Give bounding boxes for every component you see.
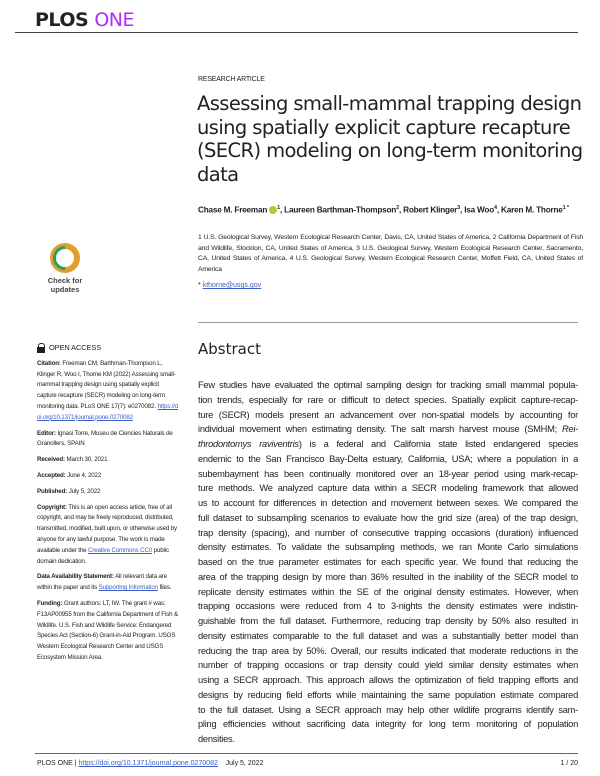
- abstract-line: [198, 378, 578, 393]
- abstract-text: replicate density estimates within the SE of the original density estimates. However, when: [198, 586, 578, 597]
- received-date: March 30, 2021: [66, 456, 108, 464]
- logo-one: ONE: [94, 9, 135, 31]
- abstract-line: [198, 526, 578, 541]
- citation-text: Freeman CM, Barthman-Thompson L, Klinger R, Woo I, Thorne KM (2022) Assessing small-mammal trapping design using spatially explicit capture recapture (SECR) modeling on long-term monitoring data. PLoS ONE 17(7): e0270082.: [37, 359, 176, 410]
- abstract-text: ture methods. We analyzed capture data within a SECR modeling framework that allowed: [198, 483, 578, 494]
- open-access-badge: [37, 343, 179, 354]
- citation: [37, 359, 179, 424]
- copyright-end: public domain dedication.: [37, 546, 169, 565]
- accepted-label: Accepted:: [37, 471, 66, 479]
- abstract-line: [198, 511, 578, 526]
- author-name[interactable]: Karen M. Thorne: [501, 205, 563, 215]
- abstract-text: densities.: [198, 734, 235, 744]
- abstract-line: [198, 717, 578, 732]
- abstract-line: [198, 658, 578, 673]
- funding-text: Grant authors: LT, IW. The grant # was: F13AP00955 from the California Department of Fish & Wildlife. U.S. Fish and Wildlife Service: Endangered Species Act (Section-6) Grant-in-Aid Program. USGS Western Ecological Research Center and USGS Ecosystem Mission Area.: [37, 599, 178, 661]
- plos-one-logo: [35, 9, 134, 31]
- footer: [37, 760, 263, 767]
- title-line: (SECR) modeling on long-term monitoring: [197, 139, 583, 162]
- open-access-label: OPEN ACCESS: [49, 343, 102, 352]
- abstract-divider: [198, 322, 578, 323]
- abstract-line: [198, 408, 578, 423]
- abstract-line: [198, 437, 578, 452]
- footer-rule: [35, 753, 578, 754]
- copyright: [37, 503, 179, 568]
- header-rule: [15, 32, 578, 33]
- abstract-text: ) is a federal and California state listed endangered species: [298, 439, 578, 449]
- abstract-text: trap density (spacing), and number of consecutive trapping occasions (duration) influenced: [198, 527, 578, 538]
- received: [37, 455, 179, 466]
- editor-text: Ignasi Torre, Museu de Ciencies Naturals de Granollers, SPAIN: [37, 429, 173, 448]
- citation-doi-link[interactable]: https://doi.org/10.1371/journal.pone.0270082: [37, 402, 179, 421]
- abstract-line: [198, 452, 578, 467]
- abstract-line: [198, 644, 578, 659]
- copyright-label: Copyright:: [37, 503, 67, 511]
- author-affil-sup: 4: [494, 205, 497, 211]
- species-name: throdontomys raviventris: [198, 439, 299, 449]
- article-type: RESEARCH ARTICLE: [198, 76, 265, 83]
- received-label: Received:: [37, 456, 65, 464]
- abstract-line: [198, 540, 578, 555]
- open-lock-icon: [37, 343, 45, 353]
- abstract-body: [198, 378, 578, 747]
- orcid-icon[interactable]: [269, 206, 277, 214]
- author-name[interactable]: Laureen Barthman-Thompson: [284, 205, 397, 215]
- abstract-text: guishable from the full dataset. Furthermore, reducing trap density by 50% also resulted in: [198, 616, 578, 626]
- article-info-sidebar: [37, 343, 179, 669]
- check-updates-label: updates: [50, 284, 80, 294]
- abstract-line: [198, 496, 578, 511]
- author-affil-sup: 1: [277, 205, 281, 211]
- check-updates-label: Check for: [47, 276, 83, 285]
- title-line: using spatially explicit capture recapture: [197, 115, 571, 139]
- abstract-text: area of the trapping design by more than 36% resulted in the inability of the SECR model to: [198, 571, 578, 582]
- author-affil-sup: 3: [457, 205, 461, 211]
- abstract-line: [198, 688, 578, 703]
- abstract-line: [198, 629, 578, 644]
- email-link[interactable]: kthorne@usgs.gov: [202, 282, 262, 289]
- abstract-text: designs by reducing field efforts while maintaining the same population estimate compared: [198, 689, 578, 700]
- abstract-line: [198, 467, 578, 482]
- funding-label: Funding:: [37, 599, 63, 607]
- abstract-text: pling efficiencies without sacrificing data integrity for long term monitoring of population: [198, 719, 578, 730]
- author-affil-sup: 1 *: [562, 205, 569, 211]
- abstract-text: density estimates comparable to the full dataset and was a substantially better model than: [198, 630, 578, 641]
- abstract-text: number of trapping occasions or trap density could yield similar density estimates when: [198, 660, 578, 671]
- abstract-text: Few studies have evaluated the optimal sampling design for tracking small mammal popula-: [198, 380, 578, 390]
- author-name[interactable]: Robert Klinger: [403, 205, 458, 215]
- check-for-updates-badge[interactable]: [38, 243, 92, 301]
- check-updates-icon: [50, 243, 80, 273]
- abstract-line: [198, 555, 578, 570]
- citation-label: Citation:: [37, 359, 61, 367]
- abstract-line: [198, 614, 578, 629]
- author-list: Chase M. Freeman $^1$, Laureen Barthman-Thompson$^2$, Robert Klinger$^3$, Isa Woo$^4$, Karen M. Thorne$^{1 *}$: [198, 205, 569, 215]
- published-label: Published:: [37, 487, 68, 495]
- footer-journal: PLOS ONE |: [37, 760, 77, 767]
- abstract-text: density estimates. To validate the subsampling methods, we ran Monte Carlo simulations: [198, 542, 578, 553]
- footer-doi-link[interactable]: https://doi.org/10.1371/journal.pone.0270082: [78, 760, 218, 767]
- abstract-text: reducing the trap area by 50%. Overall, our results indicated that moderate reductions in the: [198, 645, 578, 656]
- published-date: July 5, 2022: [68, 487, 101, 495]
- abstract-text: tion trends, especially for rare or difficult to detect species. Spatially explicit capture-recap-: [198, 394, 578, 405]
- affiliations: 1 U.S. Geological Survey, Western Ecological Research Center, Davis, CA, United States of America, 2 California Department of Fish and Wildlife, Stockton, CA, United States of America, 3 U.S. Geological Survey, Western Ecological Research Center, Sacramento, CA, United States of America, 4 U.S. Geological Survey, Western Ecological Research Center, Moffett Field, CA, United States of America: [198, 234, 583, 273]
- author-affil-sup: 2: [396, 205, 399, 211]
- title-line: Assessing small-mammal trapping design: [197, 92, 582, 115]
- abstract-line: [198, 703, 578, 718]
- author-name[interactable]: Isa Woo: [464, 205, 495, 215]
- species-name: Rei-: [561, 424, 578, 435]
- page-number: 1 / 20: [560, 760, 578, 767]
- footer-date: July 5, 2022: [225, 760, 264, 767]
- abstract-text: full dataset to subsampling scenarios to evaluate how the grid size (area) of the trap design,: [198, 512, 578, 523]
- cc0-link[interactable]: Creative Commons CC0: [88, 546, 153, 554]
- abstract-line: [198, 570, 578, 585]
- accepted: [37, 471, 179, 482]
- abstract-line: [198, 673, 578, 688]
- editor: [37, 429, 179, 451]
- abstract-line: [198, 599, 578, 614]
- title-line: data: [197, 162, 239, 186]
- logo-plos: PLOS: [35, 9, 89, 31]
- abstract-text: to the full dataset. Using a SECR approach may help other wildlife programs identify sam-: [198, 704, 578, 715]
- published: [37, 487, 179, 498]
- abstract-line: [198, 393, 578, 408]
- abstract-text: endemic to the San Francisco Bay-Delta estuary, California, USA; where a population in a: [198, 453, 578, 464]
- data-text: All relevant data are within the paper and its: [37, 573, 167, 592]
- copyright-text: This is an open access article, free of all copyright, and may be freely reproduced, distributed, transmitted, modified, built upon, or otherwise used by anyone for any lawful purpose. The work is made available under the: [37, 503, 177, 554]
- abstract-text: individual movement when estimating density. The salt marsh harvest mouse (SMHM;: [198, 424, 562, 435]
- asterisk: *: [198, 282, 201, 289]
- accepted-date: June 4, 2022: [67, 471, 102, 479]
- supporting-info-link[interactable]: Supporting Information: [98, 584, 158, 592]
- abstract-text: subembayment has been continually monitored over an 18-year period using mark-recap-: [198, 468, 578, 479]
- abstract-line: [198, 481, 578, 496]
- abstract-text: based on the true parameter estimates for each specific year. We found that reducing the: [198, 557, 578, 567]
- abstract-heading: Abstract: [198, 340, 261, 358]
- data-availability: [37, 572, 179, 594]
- author-name[interactable]: Chase M. Freeman: [198, 205, 268, 215]
- data-end: files.: [159, 584, 172, 592]
- funding: [37, 599, 179, 664]
- data-label: Data Availability Statement:: [37, 573, 114, 581]
- corresponding-email: [198, 282, 261, 289]
- editor-label: Editor:: [37, 429, 56, 437]
- abstract-line: [198, 732, 578, 747]
- abstract-line: [198, 585, 578, 600]
- article-title: [197, 92, 587, 186]
- abstract-text: us to account for differences in detection and movement between sexes. We compared the: [198, 498, 578, 508]
- abstract-text: trapping occasions were reduced from 4 to 3-nights the density estimates were indistin-: [198, 601, 578, 612]
- abstract-line: [198, 422, 578, 437]
- abstract-text: ture (SECR) models present an advancement over non-spatial models by accounting for: [198, 409, 578, 420]
- abstract-text: using a SECR approach. This approach allows the optimization of field trapping efforts and: [198, 675, 578, 685]
